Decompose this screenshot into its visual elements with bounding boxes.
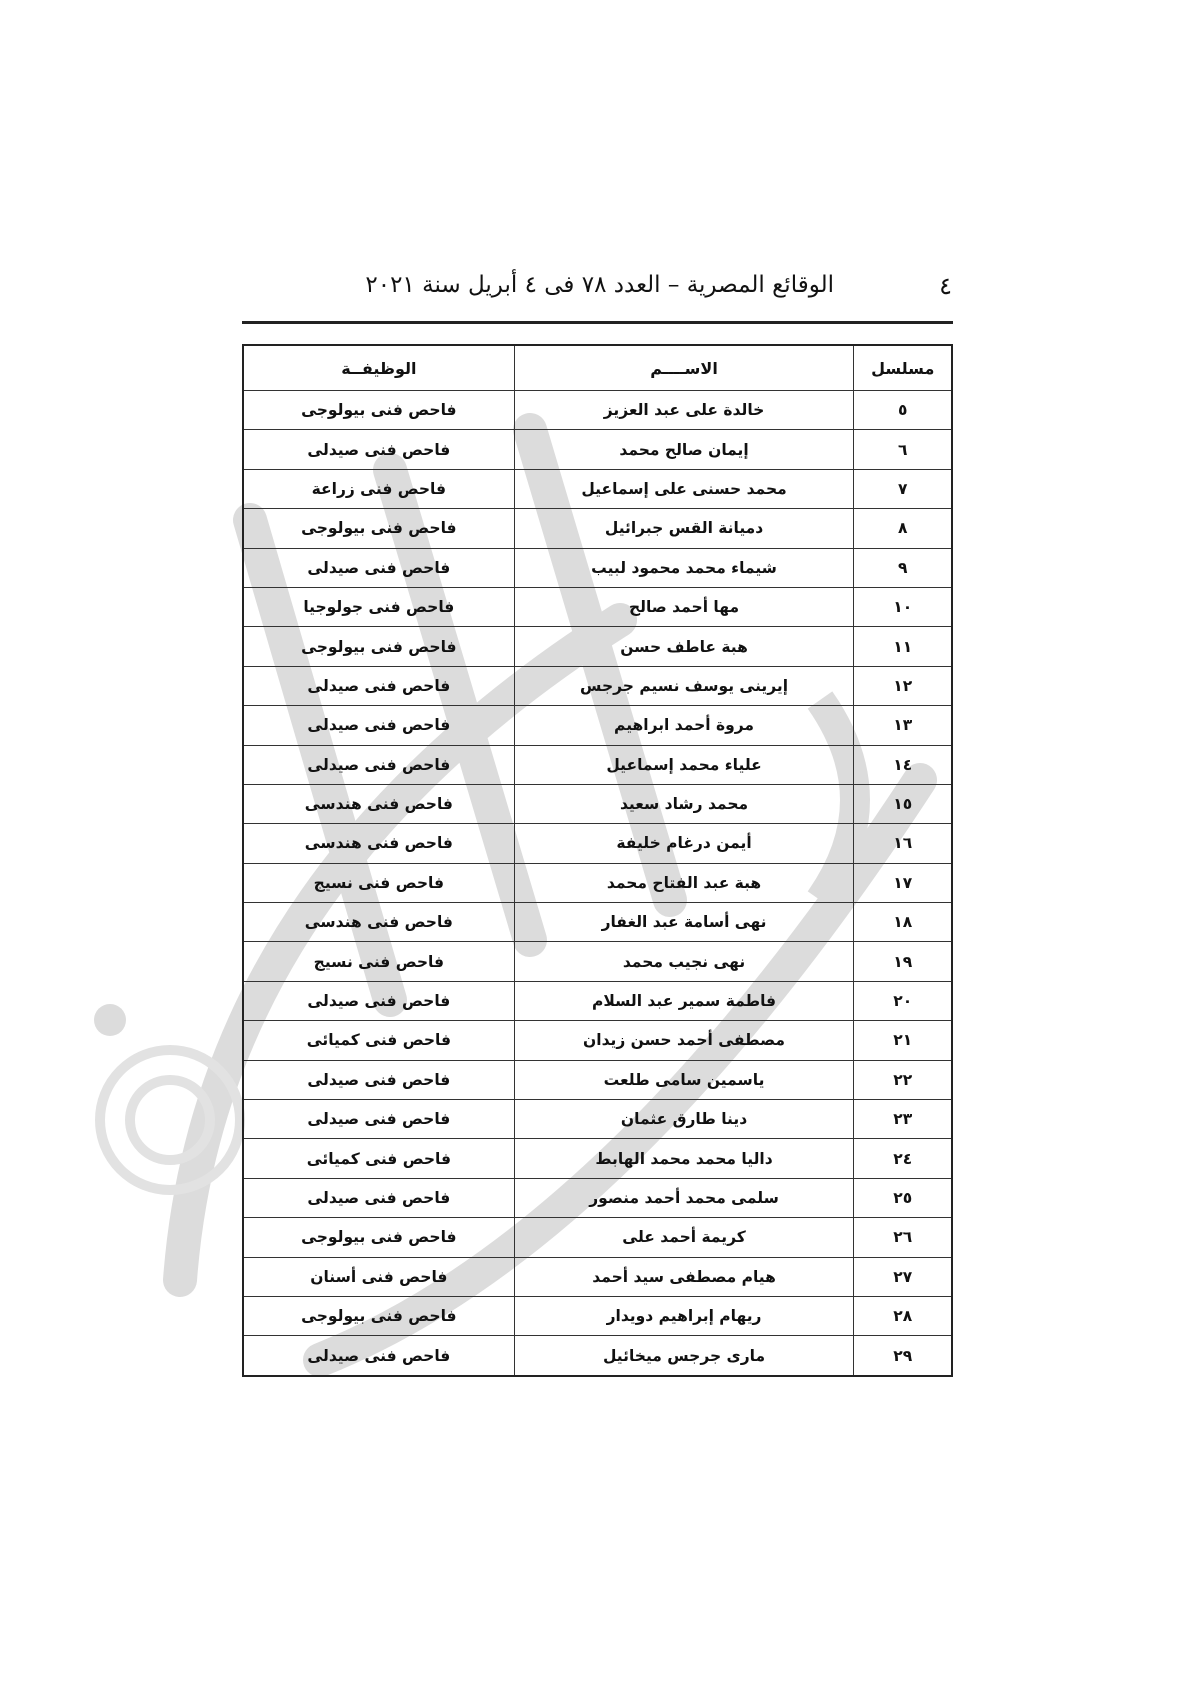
cell-serial: ١٣ <box>854 706 952 745</box>
cell-job: فاحص فنى صيدلى <box>243 1336 514 1376</box>
cell-serial: ٩ <box>854 548 952 587</box>
cell-name: علياء محمد إسماعيل <box>514 745 854 784</box>
cell-job: فاحص فنى صيدلى <box>243 745 514 784</box>
cell-name: محمد حسنى على إسماعيل <box>514 469 854 508</box>
cell-job: فاحص فنى هندسى <box>243 903 514 942</box>
column-header-job: الوظيفــة <box>243 345 514 391</box>
cell-job: فاحص فنى صيدلى <box>243 430 514 469</box>
column-header-serial: مسلسل <box>854 345 952 391</box>
cell-serial: ١١ <box>854 627 952 666</box>
cell-job: فاحص فنى صيدلى <box>243 548 514 587</box>
cell-job: فاحص فنى هندسى <box>243 824 514 863</box>
cell-serial: ١٤ <box>854 745 952 784</box>
cell-job: فاحص فنى نسيج <box>243 863 514 902</box>
table-row <box>243 784 952 823</box>
cell-serial: ٢٥ <box>854 1178 952 1217</box>
cell-job: فاحص فنى صيدلى <box>243 1178 514 1217</box>
table-row <box>243 706 952 745</box>
table-row <box>243 1060 952 1099</box>
table-row <box>243 548 952 587</box>
table-row <box>243 1257 952 1296</box>
table-row <box>243 745 952 784</box>
cell-job: فاحص فنى كميائى <box>243 1021 514 1060</box>
cell-job: فاحص فنى صيدلى <box>243 1100 514 1139</box>
cell-job: فاحص فنى بيولوجى <box>243 1296 514 1335</box>
table-row <box>243 981 952 1020</box>
cell-serial: ٨ <box>854 509 952 548</box>
cell-job: فاحص فنى صيدلى <box>243 981 514 1020</box>
table-row <box>243 391 952 430</box>
cell-serial: ٢٣ <box>854 1100 952 1139</box>
table-row <box>243 903 952 942</box>
cell-name: مارى جرجس ميخائيل <box>514 1336 854 1376</box>
cell-job: فاحص فنى صيدلى <box>243 1060 514 1099</box>
cell-name: إيرينى يوسف نسيم جرجس <box>514 666 854 705</box>
cell-name: ياسمين سامى طلعت <box>514 1060 854 1099</box>
cell-serial: ١٩ <box>854 942 952 981</box>
cell-job: فاحص فنى صيدلى <box>243 706 514 745</box>
cell-serial: ١٥ <box>854 784 952 823</box>
table-row <box>243 824 952 863</box>
page-number: ٤ <box>939 272 952 300</box>
cell-job: فاحص فنى بيولوجى <box>243 627 514 666</box>
cell-serial: ١٢ <box>854 666 952 705</box>
cell-name: داليا محمد محمد الهابط <box>514 1139 854 1178</box>
cell-name: هيام مصطفى سيد أحمد <box>514 1257 854 1296</box>
page-header <box>242 272 952 312</box>
cell-job: فاحص فنى زراعة <box>243 469 514 508</box>
table-row <box>243 1296 952 1335</box>
cell-name: نهى نجيب محمد <box>514 942 854 981</box>
cell-serial: ٢٦ <box>854 1218 952 1257</box>
cell-name: هبة عبد الفتاح محمد <box>514 863 854 902</box>
cell-name: دينا طارق عثمان <box>514 1100 854 1139</box>
cell-job: فاحص فنى كميائى <box>243 1139 514 1178</box>
table-row <box>243 1021 952 1060</box>
table-row <box>243 509 952 548</box>
table-row <box>243 1139 952 1178</box>
table-row <box>243 1178 952 1217</box>
cell-name: دميانة القس جبرائيل <box>514 509 854 548</box>
cell-serial: ٢١ <box>854 1021 952 1060</box>
table-row <box>243 1336 952 1376</box>
cell-job: فاحص فنى أسنان <box>243 1257 514 1296</box>
cell-job: فاحص فنى هندسى <box>243 784 514 823</box>
cell-name: فاطمة سمير عبد السلام <box>514 981 854 1020</box>
table-row <box>243 1100 952 1139</box>
gazette-title: الوقائع المصرية – العدد ٧٨ فى ٤ أبريل سنة ٢٠٢١ <box>365 272 834 298</box>
cell-serial: ٢٤ <box>854 1139 952 1178</box>
cell-serial: ١٠ <box>854 587 952 626</box>
table-row <box>243 666 952 705</box>
cell-serial: ١٧ <box>854 863 952 902</box>
table-header-row <box>243 345 952 391</box>
cell-name: شيماء محمد محمود لبيب <box>514 548 854 587</box>
header-divider <box>242 321 953 324</box>
cell-job: فاحص فنى نسيج <box>243 942 514 981</box>
table-row <box>243 627 952 666</box>
table-row <box>243 942 952 981</box>
cell-serial: ٦ <box>854 430 952 469</box>
table-row <box>243 863 952 902</box>
cell-job: فاحص فنى صيدلى <box>243 666 514 705</box>
cell-serial: ٧ <box>854 469 952 508</box>
table-row <box>243 469 952 508</box>
cell-serial: ٢٢ <box>854 1060 952 1099</box>
cell-name: أيمن درغام خليفة <box>514 824 854 863</box>
cell-serial: ٢٨ <box>854 1296 952 1335</box>
cell-serial: ١٨ <box>854 903 952 942</box>
table-row <box>243 1218 952 1257</box>
table-row <box>243 587 952 626</box>
cell-name: إيمان صالح محمد <box>514 430 854 469</box>
cell-serial: ١٦ <box>854 824 952 863</box>
cell-job: فاحص فنى بيولوجى <box>243 1218 514 1257</box>
cell-name: سلمى محمد أحمد منصور <box>514 1178 854 1217</box>
cell-serial: ٥ <box>854 391 952 430</box>
cell-name: هبة عاطف حسن <box>514 627 854 666</box>
cell-name: خالدة على عبد العزيز <box>514 391 854 430</box>
cell-serial: ٢٠ <box>854 981 952 1020</box>
cell-name: ريهام إبراهيم دويدار <box>514 1296 854 1335</box>
cell-job: فاحص فنى بيولوجى <box>243 391 514 430</box>
cell-job: فاحص فنى جولوجيا <box>243 587 514 626</box>
cell-name: مصطفى أحمد حسن زيدان <box>514 1021 854 1060</box>
cell-serial: ٢٩ <box>854 1336 952 1376</box>
cell-serial: ٢٧ <box>854 1257 952 1296</box>
table-row <box>243 430 952 469</box>
cell-name: كريمة أحمد على <box>514 1218 854 1257</box>
cell-name: مها أحمد صالح <box>514 587 854 626</box>
cell-name: محمد رشاد سعيد <box>514 784 854 823</box>
cell-name: نهى أسامة عبد الغفار <box>514 903 854 942</box>
column-header-name: الاســــم <box>514 345 854 391</box>
employee-table <box>242 344 953 1377</box>
cell-name: مروة أحمد ابراهيم <box>514 706 854 745</box>
cell-job: فاحص فنى بيولوجى <box>243 509 514 548</box>
